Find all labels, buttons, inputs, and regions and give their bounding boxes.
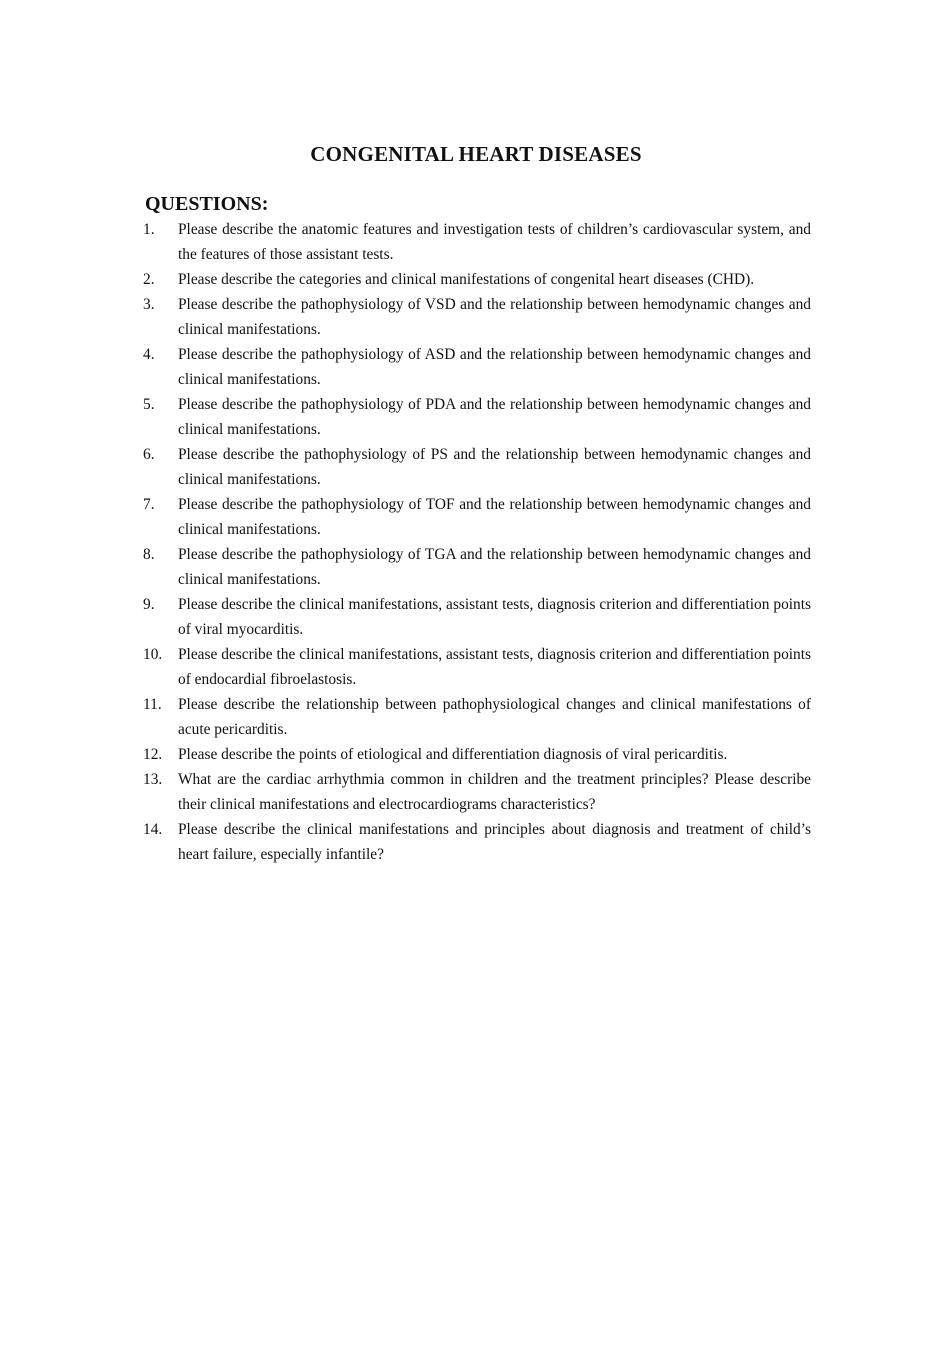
question-number: 11.	[143, 696, 162, 713]
question-text: Please describe the relationship between pathophysiological changes and clinical manifestations of acute pericarditis.	[178, 696, 811, 738]
question-number: 4.	[143, 346, 155, 363]
question-text: Please describe the pathophysiology of PS and the relationship between hemodynamic changes and clinical manifestations.	[178, 446, 811, 488]
question-text: Please describe the pathophysiology of PDA and the relationship between hemodynamic changes and clinical manifestations.	[178, 396, 811, 438]
question-item-7	[143, 492, 811, 542]
question-item-1	[143, 217, 811, 267]
question-item-6	[143, 442, 811, 492]
question-item-5	[143, 392, 811, 442]
question-item-14	[143, 817, 811, 867]
question-text: Please describe the pathophysiology of TOF and the relationship between hemodynamic changes and clinical manifestations.	[178, 496, 811, 538]
question-number: 12.	[143, 746, 163, 763]
question-item-10	[143, 642, 811, 692]
question-number: 14.	[143, 821, 163, 838]
question-number: 8.	[143, 546, 155, 563]
question-item-11	[143, 692, 811, 742]
question-item-2	[143, 267, 811, 292]
question-item-9	[143, 592, 811, 642]
question-number: 1.	[143, 221, 155, 238]
question-text: Please describe the clinical manifestations, assistant tests, diagnosis criterion and differentiation points of viral myocarditis.	[178, 596, 811, 638]
question-number: 3.	[143, 296, 155, 313]
question-text: What are the cardiac arrhythmia common in children and the treatment principles? Please describe their clinical manifestations and electrocardiograms characteristics?	[178, 771, 811, 813]
question-list	[143, 217, 811, 867]
question-item-3	[143, 292, 811, 342]
question-text: Please describe the points of etiological and differentiation diagnosis of viral pericarditis.	[178, 746, 728, 763]
question-number: 10.	[143, 646, 163, 663]
question-text: Please describe the clinical manifestations, assistant tests, diagnosis criterion and differentiation points of endocardial fibroelastosis.	[178, 646, 811, 688]
questions-heading: QUESTIONS:	[145, 193, 269, 215]
document-title: CONGENITAL HEART DISEASES	[310, 142, 642, 166]
question-text: Please describe the pathophysiology of TGA and the relationship between hemodynamic changes and clinical manifestations.	[178, 546, 811, 588]
question-text: Please describe the categories and clinical manifestations of congenital heart diseases (CHD).	[178, 271, 755, 288]
question-text: Please describe the anatomic features and investigation tests of children’s cardiovascular system, and the features of those assistant tests.	[178, 221, 811, 263]
question-text: Please describe the pathophysiology of VSD and the relationship between hemodynamic changes and clinical manifestations.	[178, 296, 811, 338]
question-item-8	[143, 542, 811, 592]
question-number: 2.	[143, 271, 155, 288]
question-number: 9.	[143, 596, 155, 613]
question-text: Please describe the pathophysiology of ASD and the relationship between hemodynamic changes and clinical manifestations.	[178, 346, 811, 388]
question-number: 13.	[143, 771, 163, 788]
question-number: 5.	[143, 396, 155, 413]
question-item-4	[143, 342, 811, 392]
question-number: 6.	[143, 446, 155, 463]
question-number: 7.	[143, 496, 155, 513]
question-item-13	[143, 767, 811, 817]
question-text: Please describe the clinical manifestations and principles about diagnosis and treatment of child’s heart failure, especially infantile?	[178, 821, 811, 863]
question-item-12	[143, 742, 811, 767]
